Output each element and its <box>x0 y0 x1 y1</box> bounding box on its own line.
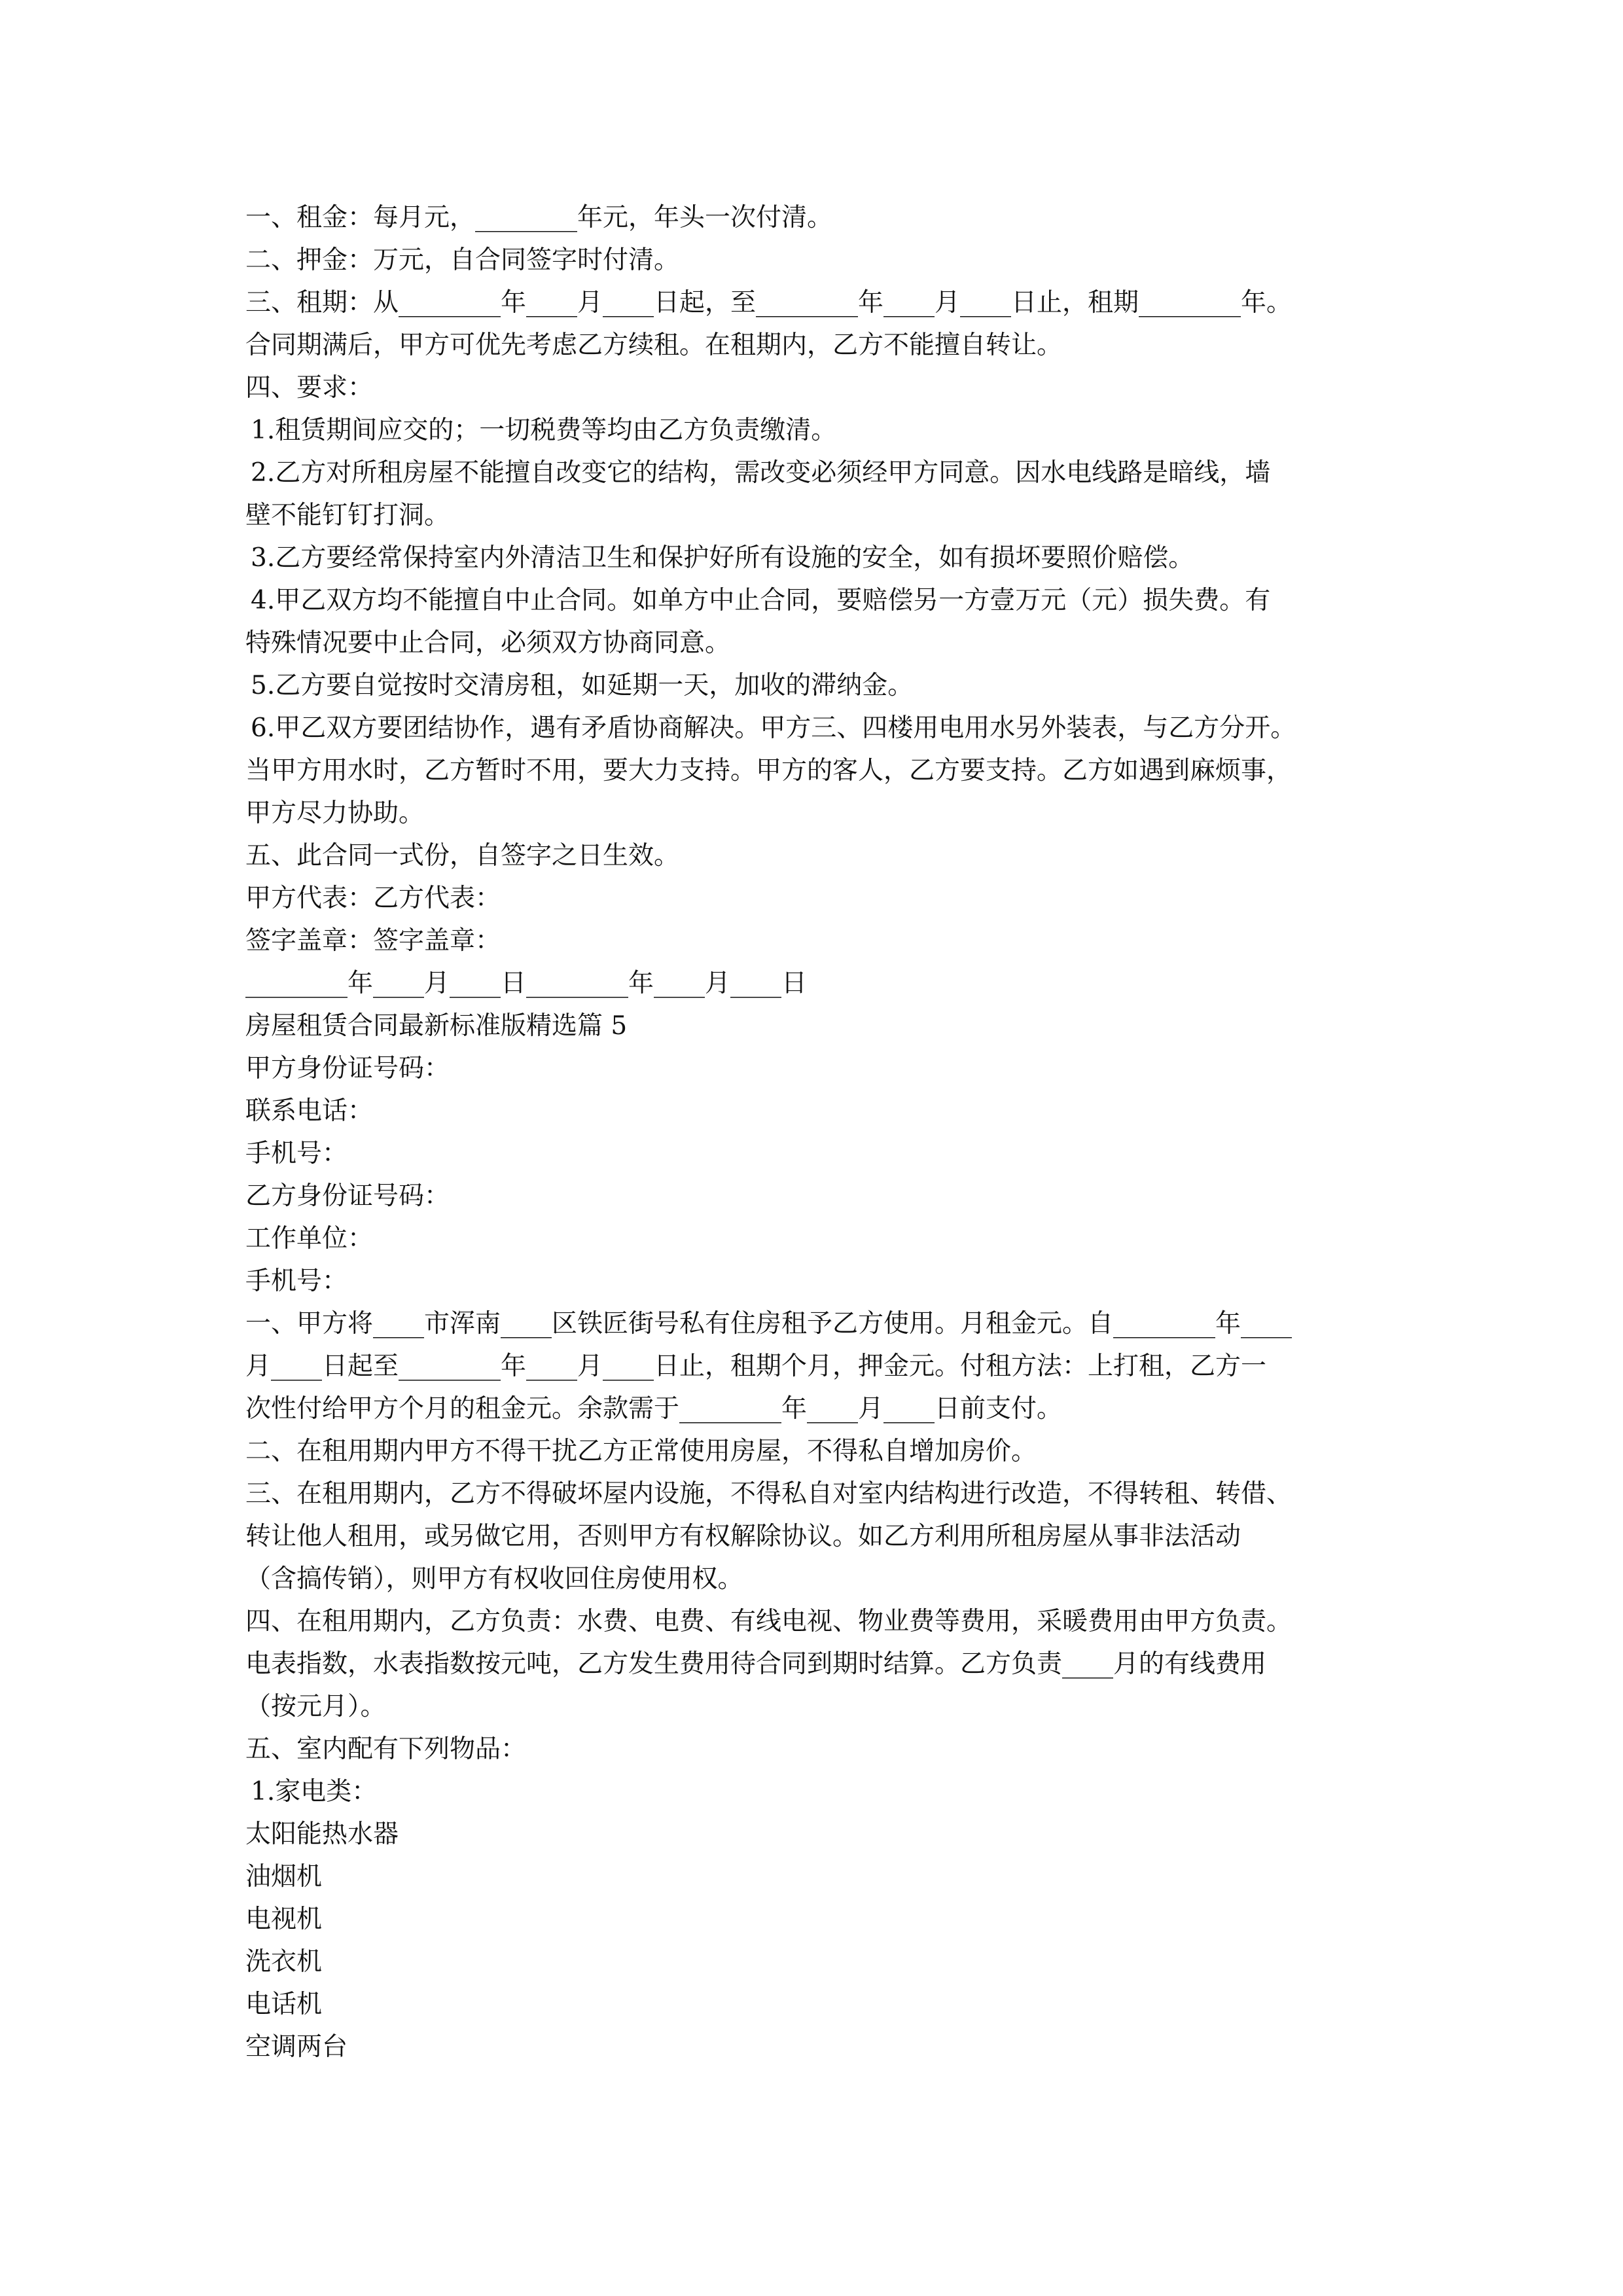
text-line: 1.租赁期间应交的；一切税费等均由乙方负责缴清。 <box>251 416 837 445</box>
text-line: 4.甲乙双方均不能擅自中止合同。如单方中止合同，要赔偿另一方壹万元（元）损失费。有 <box>251 586 1271 615</box>
text-line: 手机号： <box>245 1266 348 1296</box>
text-line: 5.乙方要自觉按时交清房租，如延期一天，加收的滞纳金。 <box>251 671 914 700</box>
text-line: 甲方身份证号码： <box>245 1054 450 1083</box>
list-item: 空调两台 <box>245 2032 348 2062</box>
text-line: 6.甲乙双方要团结协作，遇有矛盾协商解决。甲方三、四楼用电用水另外装表，与乙方分开。 <box>251 713 1296 743</box>
list-item: 电话机 <box>245 1990 323 2019</box>
text-line: 电表指数，水表指数按元吨，乙方发生费用待合同到期时结算。乙方负责____月的有线费用 <box>245 1649 1267 1679</box>
text-line: ________年____月____日________年____月____日 <box>245 969 807 998</box>
text-line: 乙方身份证号码： <box>245 1181 450 1211</box>
text-line: 转让他人租用，或另做它用，否则甲方有权解除协议。如乙方利用所租房屋从事非法活动 <box>245 1522 1241 1551</box>
text-line: 月____日起至________年____月____日止，租期个月，押金元。付租方法：上打租，乙方一 <box>245 1352 1267 1381</box>
list-item: 电视机 <box>245 1905 323 1934</box>
text-line: 甲方尽力协助。 <box>245 798 425 828</box>
text-line: 特殊情况要中止合同，必须双方协商同意。 <box>245 628 731 658</box>
text-line: 3.乙方要经常保持室内外清洁卫生和保护好所有设施的安全，如有损坏要照价赔偿。 <box>251 543 1194 573</box>
list-item: 油烟机 <box>245 1862 323 1892</box>
text-line: 五、室内配有下列物品： <box>245 1734 527 1764</box>
list-item: 洗衣机 <box>245 1947 323 1977</box>
text-line: （按元月）。 <box>245 1692 386 1721</box>
text-line: 壁不能钉钉打洞。 <box>245 501 450 530</box>
text-line: 当甲方用水时，乙方暂时不用，要大力支持。甲方的客人，乙方要支持。乙方如遇到麻烦事， <box>245 756 1293 785</box>
text-line: 合同期满后，甲方可优先考虑乙方续租。在租期内，乙方不能擅自转让。 <box>245 331 1063 360</box>
text-line: （含搞传销），则甲方有权收回住房使用权。 <box>245 1564 743 1594</box>
text-line: 联系电话： <box>245 1096 374 1126</box>
list-item: 太阳能热水器 <box>245 1820 399 1849</box>
text-line: 四、要求： <box>245 373 374 403</box>
contract-text <box>245 196 1384 2068</box>
text-line: 二、在租用期内甲方不得干扰乙方正常使用房屋，不得私自增加房价。 <box>245 1437 1037 1466</box>
text-line: 四、在租用期内，乙方负责：水费、电费、有线电视、物业费等费用，采暖费用由甲方负责。 <box>245 1607 1293 1636</box>
section-title: 房屋租赁合同最新标准版精选篇 5 <box>245 1011 628 1041</box>
text-line: 次性付给甲方个月的租金元。余款需于________年____月____日前支付。 <box>245 1394 1063 1424</box>
text-line: 2.乙方对所租房屋不能擅自改变它的结构，需改变必须经甲方同意。因水电线路是暗线，墙 <box>251 458 1271 488</box>
text-line: 二、押金：万元，自合同签字时付清。 <box>245 245 680 275</box>
text-line: 三、在租用期内，乙方不得破坏屋内设施，不得私自对室内结构进行改造，不得转租、转借、 <box>245 1479 1293 1509</box>
text-line: 三、租期：从________年____月____日起，至________年____月____日止，租期________年。 <box>245 288 1293 317</box>
text-line: 签字盖章：签字盖章： <box>245 926 501 956</box>
text-line: 甲方代表：乙方代表： <box>245 884 501 913</box>
text-line: 工作单位： <box>245 1224 374 1253</box>
text-line: 一、租金：每月元，________年元，年头一次付清。 <box>245 203 833 232</box>
text-line: 五、此合同一式份，自签字之日生效。 <box>245 841 680 870</box>
text-line: 一、甲方将____市浑南____区铁匠街号私有住房租予乙方使用。月租金元。自________年____ <box>245 1309 1293 1338</box>
text-line: 手机号： <box>245 1139 348 1168</box>
text-line: 1.家电类： <box>251 1777 378 1806</box>
